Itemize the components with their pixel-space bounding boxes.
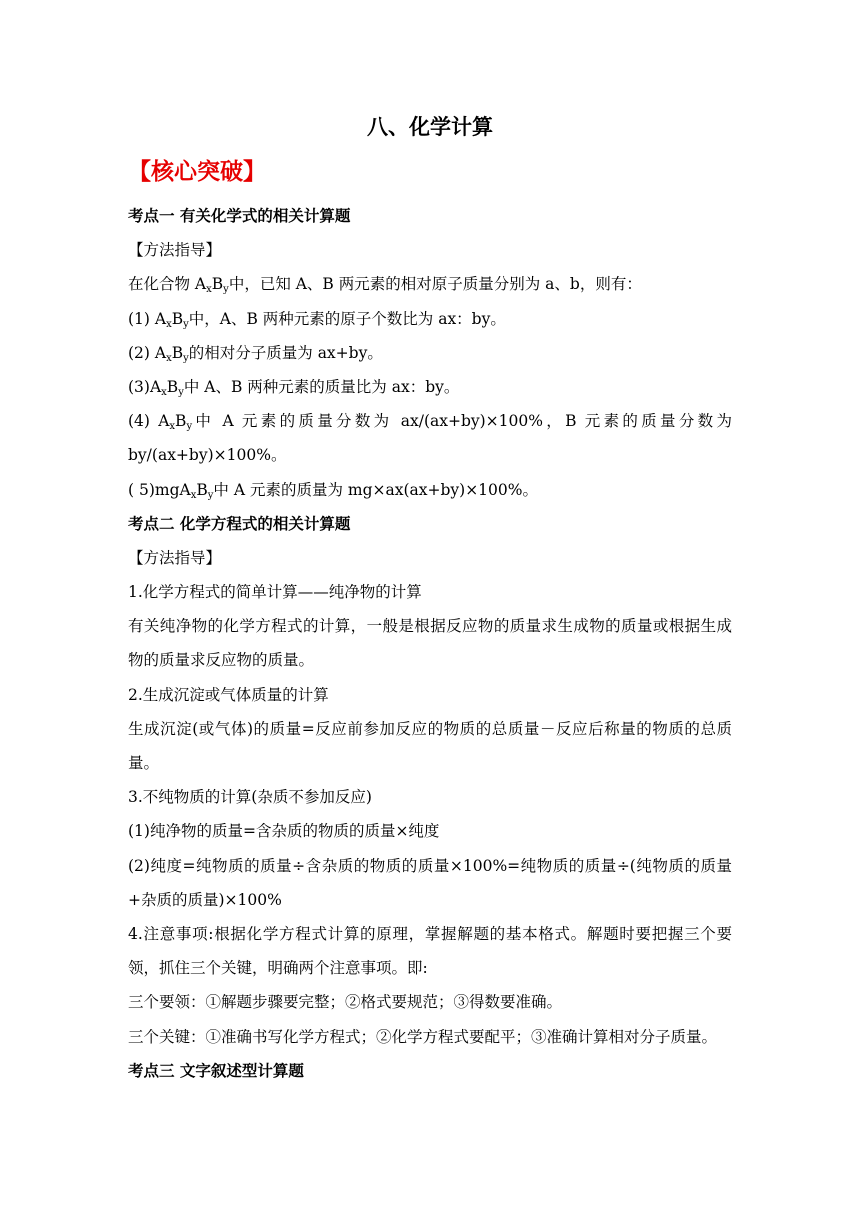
kaodian1-item2 xyxy=(128,336,732,370)
item1-pre: (1) A xyxy=(128,309,167,328)
subscript-y: y xyxy=(223,284,229,296)
kaodian2-p1-title: 1.化学方程式的简单计算——纯净物的计算 xyxy=(128,583,422,602)
item4-post: 中 A 元素的质量分数为 ax/(ax+by)×100%，B 元素的质量分数为 by/(ax+by)×100%。 xyxy=(128,412,733,465)
subscript-x: x xyxy=(169,421,176,433)
document-body xyxy=(128,199,732,1088)
subscript-y: y xyxy=(183,318,189,330)
letter-b: B xyxy=(175,412,187,431)
kaodian3-heading: 考点三 文字叙述型计算题 xyxy=(128,1061,304,1080)
kaodian2-p3-title: 3.不纯物质的计算(杂质不参加反应) xyxy=(128,788,372,807)
intro-post: 中，已知 A、B 两元素的相对原子质量分别为 a、b，则有： xyxy=(228,275,642,294)
letter-b: B xyxy=(171,343,184,362)
kaodian1-item4 xyxy=(128,404,732,472)
subscript-y: y xyxy=(183,352,189,364)
kaodian1-intro xyxy=(128,267,732,301)
item5-pre: ( 5)mgA xyxy=(128,480,191,499)
item3-pre: (3)A xyxy=(128,377,162,396)
item2-pre: (2) A xyxy=(128,343,167,362)
kaodian2-method-label: 【方法指导】 xyxy=(128,548,222,567)
kaodian2-p3-item1: (1)纯净物的质量=含杂质的物质的质量×纯度 xyxy=(128,822,440,841)
letter-b: B xyxy=(171,309,184,328)
kaodian2-p2-body: 生成沉淀(或气体)的质量=反应前参加反应的物质的总质量－反应后称量的物质的总质量。 xyxy=(128,719,732,773)
kaodian1-heading: 考点一 有关化学式的相关计算题 xyxy=(128,207,351,225)
kaodian2-p3-item2: (2)纯度=纯物质的质量÷含杂质的物质的质量×100%=纯物质的质量÷(纯物质的质量+杂质的质量)×100% xyxy=(128,856,732,909)
subscript-x: x xyxy=(190,489,197,501)
item5-post: 中 A 元素的质量为 mg×ax(ax+by)×100%。 xyxy=(213,480,538,499)
page-title: 八、化学计算 xyxy=(367,114,493,139)
subscript-x: x xyxy=(161,386,167,398)
subscript-y: y xyxy=(207,489,214,501)
kaodian2-p4-guanjian: 三个关键：①准确书写化学方程式；②化学方程式要配平；③准确计算相对分子质量。 xyxy=(128,1027,718,1046)
subscript-x: x xyxy=(166,318,172,330)
letter-b: B xyxy=(196,480,208,499)
item1-post: 中，A、B 两种元素的原子个数比为 ax：by。 xyxy=(188,309,506,328)
kaodian2-p1-body: 有关纯净物的化学方程式的计算，一般是根据反应物的质量求生成物的质量或根据生成物的质量求反应物的质量。 xyxy=(128,617,732,670)
section-heading: 【核心突破】 xyxy=(128,159,266,185)
kaodian2-p2-title: 2.生成沉淀或气体质量的计算 xyxy=(128,685,329,704)
intro-pre: 在化合物 A xyxy=(128,275,207,294)
kaodian1-method-label: 【方法指导】 xyxy=(128,241,222,260)
letter-b: B xyxy=(211,275,224,294)
letter-b: B xyxy=(166,377,179,396)
kaodian2-heading: 考点二 化学方程式的相关计算题 xyxy=(128,514,351,533)
kaodian1-item3 xyxy=(128,370,732,404)
kaodian1-item5 xyxy=(128,473,732,507)
subscript-y: y xyxy=(178,386,184,398)
item4-pre: (4) A xyxy=(128,412,170,431)
subscript-x: x xyxy=(206,284,212,296)
kaodian2-p4-body: 4.注意事项:根据化学方程式计算的原理，掌握解题的基本格式。解题时要把握三个要领，抓住三个关键，明确两个注意事项。即: xyxy=(128,925,732,978)
item2-post: 的相对分子质量为 ax+by。 xyxy=(188,343,383,362)
kaodian2-p4-yaoling: 三个要领：①解题步骤要完整；②格式要规范；③得数要准确。 xyxy=(128,993,563,1012)
kaodian1-item1 xyxy=(128,302,732,336)
subscript-x: x xyxy=(166,352,172,364)
subscript-y: y xyxy=(186,421,193,433)
item3-post: 中 A、B 两种元素的质量比为 ax：by。 xyxy=(183,377,460,396)
